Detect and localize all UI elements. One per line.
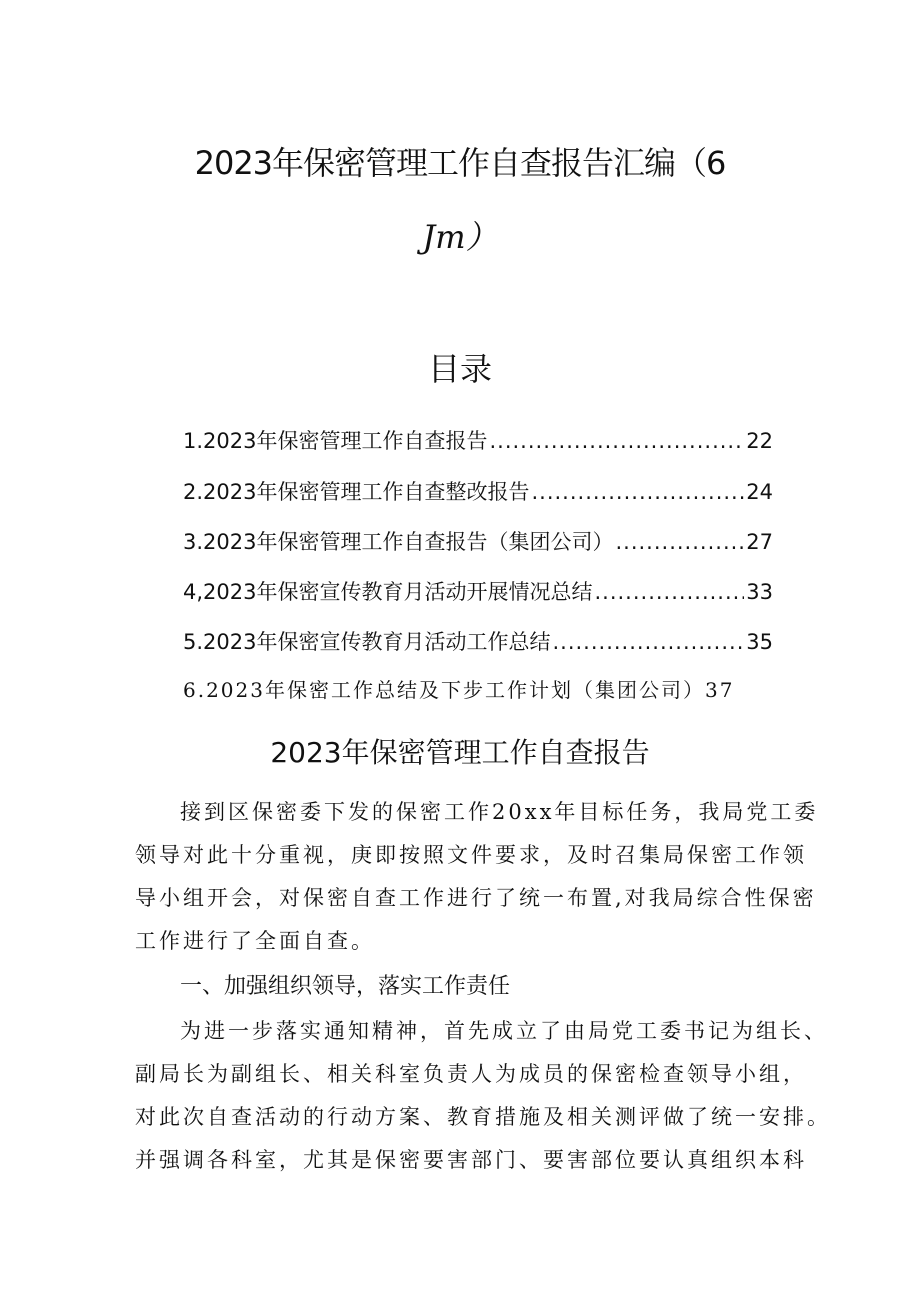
paragraph-body [135,1015,831,1195]
paragraph-line: 工作进行了全面自查。 [135,929,375,953]
paragraph-line: 导小组开会，对保密自查工作进行了统一布置,对我局综合性保密 [135,886,817,910]
toc-entry-label: 2.2023年保密管理工作自查整改报告 [183,480,530,504]
toc-entry-label: 3.2023年保密管理工作自查报告（集团公司） [183,530,614,554]
toc-entry-label: 4,2023年保密宣传教育月活动开展情况总结 [183,580,593,604]
paragraph-line: 并强调各科室，尤其是保密要害部门、要害部位要认真组织本科 [135,1148,807,1172]
section-title: 2023年保密管理工作自查报告 [270,736,650,769]
toc-leader [489,429,744,453]
paragraph-line: 为进一步落实通知精神，首先成立了由局党工委书记为组长、 [180,1019,828,1043]
toc-heading: 目录 [427,350,492,388]
paragraph-line: 领导对此十分重视，庚即按照文件要求，及时召集局保密工作领 [135,843,807,867]
document-title-line2: Jm） [422,218,498,256]
toc-entry-page: 33 [746,580,773,604]
toc-leader [594,580,744,604]
toc-entry-page: 22 [746,429,773,453]
section-heading: 一、加强组织领导，落实工作责任 [180,974,511,999]
paragraph-line: 对此次自查活动的行动方案、教育措施及相关测评做了统一安排。 [135,1105,831,1129]
paragraph-intro [135,796,819,966]
toc-entry-page: 24 [746,480,773,504]
toc-entry[interactable] [183,526,773,556]
toc-entry-label: 1.2023年保密管理工作自查报告 [183,429,488,453]
toc-entry-page: 35 [746,630,773,654]
toc-entry[interactable] [183,425,773,455]
toc-entry[interactable] [183,626,773,656]
toc-leader [615,530,744,554]
toc-entry-label: 5.2023年保密宣传教育月活动工作总结 [183,630,551,654]
paragraph-line: 副局长为副组长、相关科室负责人为成员的保密检查领导小组， [135,1062,807,1086]
toc-leader [552,630,744,654]
toc-entry[interactable] [183,476,773,506]
document-title-line1: 2023年保密管理工作自查报告汇编（6 [194,144,726,182]
toc-entry[interactable] [183,576,773,606]
toc-leader [531,480,744,504]
paragraph-line: 接到区保密委下发的保密工作20xx年目标任务，我局党工委 [180,800,819,824]
toc-entry-label: 6.2023年保密工作总结及下步工作计划（集团公司）37 [183,678,735,702]
toc-entry-page: 27 [746,530,773,554]
toc-entry[interactable] [183,674,734,703]
